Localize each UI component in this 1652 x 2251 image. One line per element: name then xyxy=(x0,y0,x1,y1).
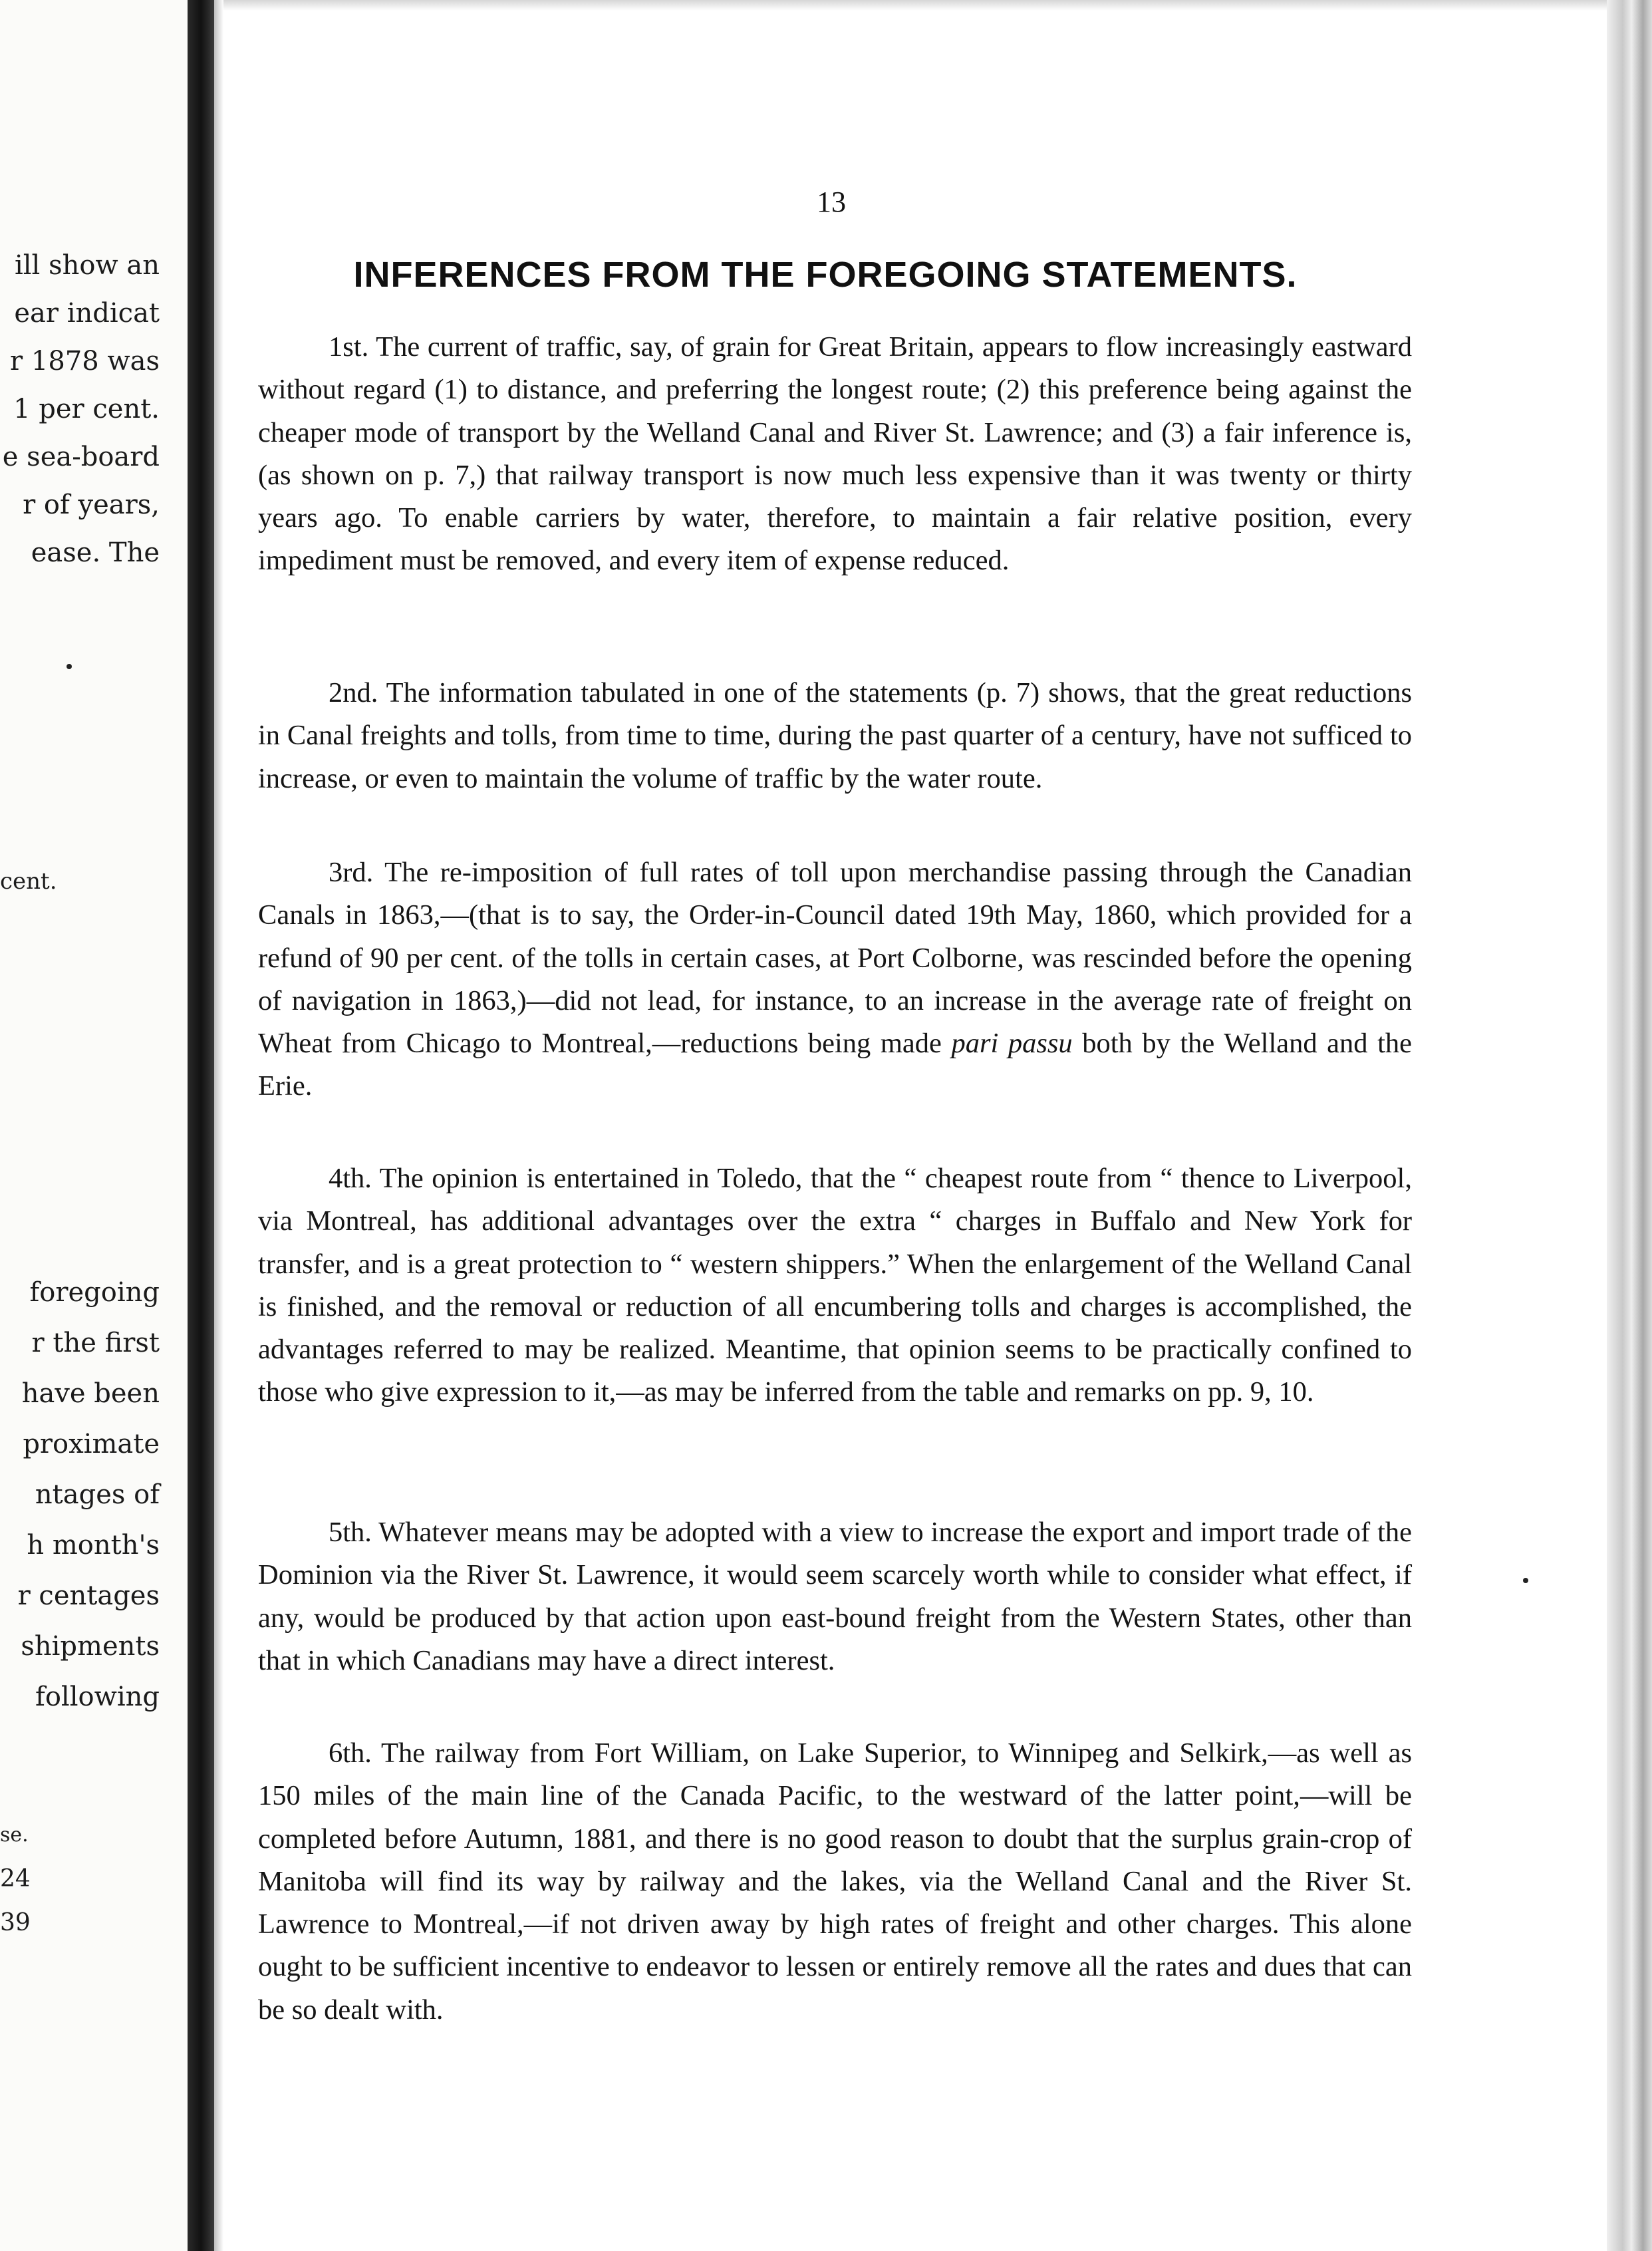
paragraph-third-inference xyxy=(258,851,1412,1108)
binding-gutter xyxy=(188,0,214,2251)
paragraph-fifth-inference: 5th. Whatever means may be adopted with a view to increase the export and import trade of the Dominion via the River St. Lawrence, it would seem scarcely worth while to consider what effect, if any, would be produced by that action upon east-bound freight from the Western States, other than that in which Canadians may have a direct interest. xyxy=(258,1517,1412,1676)
top-edge-shade xyxy=(223,0,1607,11)
facing-page-line: r 1878 was xyxy=(10,346,160,376)
paragraph-text: 3rd. The re-imposition of full rates of toll upon merchandise passing through the Canadian Canals in 1863,—(that is to say, the Order-in-Council dated 19th May, 1860, which provided for a refund of 90 per cent. of the tolls in certain cases, at Port Colborne, was rescinded before the opening of navigation in 1863,)—did not lead, for instance, to an increase in the average rate of freight on Wheat from Chicago to Montreal,—reductions being made xyxy=(258,857,1412,1060)
page-right-edge xyxy=(1607,0,1652,2251)
facing-page-line: have been xyxy=(21,1378,160,1409)
facing-page-line: h month's xyxy=(27,1530,160,1561)
facing-page-line: ill show an xyxy=(14,250,160,281)
facing-page-line: 39 xyxy=(0,1909,31,1936)
facing-page-line: cent. xyxy=(0,868,57,895)
facing-page-line: r the first xyxy=(31,1328,160,1358)
facing-page-line: r of years, xyxy=(23,490,160,520)
gutter-shadow xyxy=(214,0,223,2251)
facing-page-line: proximate xyxy=(23,1429,160,1459)
paragraph-sixth-inference: 6th. The railway from Fort William, on Lake Superior, to Winnipeg and Selkirk,—as well as 150 miles of the main line of the Canada Pacific, to the westward of the latter point,—will be completed before Autumn, 1881, and there is no good reason to doubt that the surplus grain-crop of Manitoba will find its way by railway and the lakes, via the Welland Canal and the River St. Lawrence to Montreal,—if not driven away by high rates of freight and other charges. This alone ought to be sufficient incentive to endeavor to lessen or entirely remove all the rates and dues that can be so dealt with. xyxy=(258,1737,1412,2026)
italic-phrase: pari passu xyxy=(951,1028,1073,1060)
facing-page-line: se. xyxy=(0,1823,29,1847)
ink-speck xyxy=(1523,1578,1528,1583)
ink-speck xyxy=(67,664,72,669)
paragraph-first-inference: 1st. The current of traffic, say, of grain for Great Britain, appears to flow increasingly eastward without regard (1) to distance, and preferring the longest route; (2) this preference being against the cheaper mode of transport by the Welland Canal and River St. Lawrence; and (3) a fair inference is, (as shown on p. 7,) that railway transport is now much less expensive than it was twenty or thirty years ago. To enable carriers by water, therefore, to maintain a fair relative position, every impediment must be removed, and every item of expense reduced. xyxy=(258,331,1412,577)
facing-page-line: ntages of xyxy=(35,1479,160,1510)
facing-page-line: shipments xyxy=(21,1631,160,1662)
facing-page-line: foregoing xyxy=(29,1277,160,1308)
facing-page-line: e sea-board xyxy=(2,442,160,472)
facing-page-fragment xyxy=(0,0,188,2251)
facing-page-line: 1 per cent. xyxy=(13,394,160,424)
facing-page-line: following xyxy=(35,1682,160,1712)
paragraph-fourth-inference: 4th. The opinion is entertained in Toledo, that the “ cheapest route from “ thence to Liverpool, via Montreal, has additional advantages over the extra “ charges in Buffalo and New York for transfer, and is a great protection to “ western shippers.” When the enlargement of the Welland Canal is finished, and the removal or reduction of all encumbering tolls and charges is accomplished, the advantages referred to may be realized. Meantime, that opinion seems to be practically confined to those who give expression to it,—as may be inferred from the table and remarks on pp. 9, 10. xyxy=(258,1163,1412,1408)
section-heading: INFERENCES FROM THE FOREGOING STATEMENTS. xyxy=(353,255,1298,295)
paragraph-text: both by the Welland and the Erie. xyxy=(258,1028,1412,1102)
facing-page-line: ease. The xyxy=(31,537,160,568)
facing-page-line: 24 xyxy=(0,1865,31,1892)
paragraph-second-inference: 2nd. The information tabulated in one of the statements (p. 7) shows, that the great reductions in Canal freights and tolls, from time to time, during the past quarter of a century, have not sufficed to increase, or even to maintain the volume of traffic by the water route. xyxy=(258,677,1412,794)
page-number: 13 xyxy=(817,186,846,218)
facing-page-line: ear indicat xyxy=(14,298,160,329)
facing-page-line: r centages xyxy=(17,1580,160,1611)
